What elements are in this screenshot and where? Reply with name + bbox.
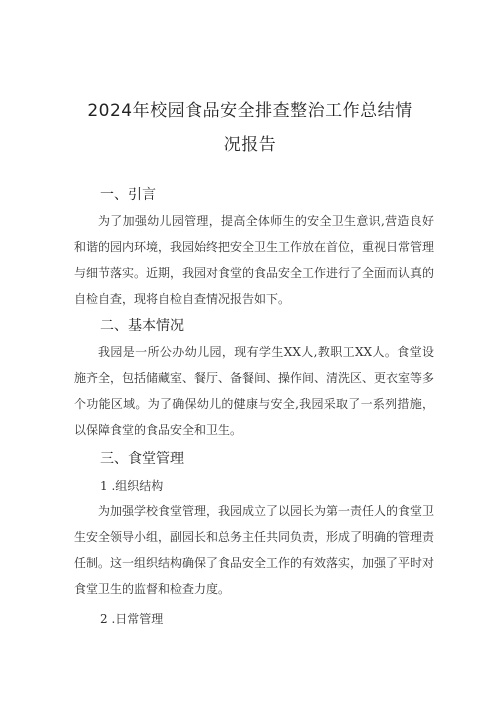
intro-paragraph: 为了加强幼儿园管理，提高全体师生的安全卫生意识,营造良好和谐的园内环境，我园始终把安全卫生工作放在首位，重视日常管理与细节落实。近期，我园对食堂的食品安全工作进行了全面而认真的自检自查，现将自检自查情况报告如下。 [74, 214, 435, 306]
subheading-organization: 1 .组织结构 [100, 479, 164, 493]
section-heading-canteen: 三、食堂管理 [100, 451, 184, 467]
section-heading-intro: 一、引言 [100, 187, 156, 203]
document-title-line-1: 2024年校园食品安全排查整治工作总结情 [87, 101, 413, 121]
document-title-line-2: 况报告 [223, 135, 277, 155]
subheading-daily-management: 2 .日常管理 [100, 612, 164, 626]
organization-paragraph: 为加强学校食堂管理，我园成立了以园长为第一责任人的食堂卫生安全领导小组，副园长和总务主任共同负责，形成了明确的管理责任制。这一组织结构确保了食品安全工作的有效落实，加强了平时对食堂卫生的监督和检查力度。 [74, 504, 435, 596]
section-heading-basic: 二、基本情况 [100, 318, 184, 334]
basic-paragraph: 我园是一所公办幼儿园，现有学生XX人,教职工XX人。食堂设施齐全，包括储藏室、餐厅、备餐间、操作间、清洗区、更衣室等多个功能区域。为了确保幼儿的健康与安全,我园采取了一系列措施，以保障食堂的食品安全和卫生。 [74, 345, 435, 437]
